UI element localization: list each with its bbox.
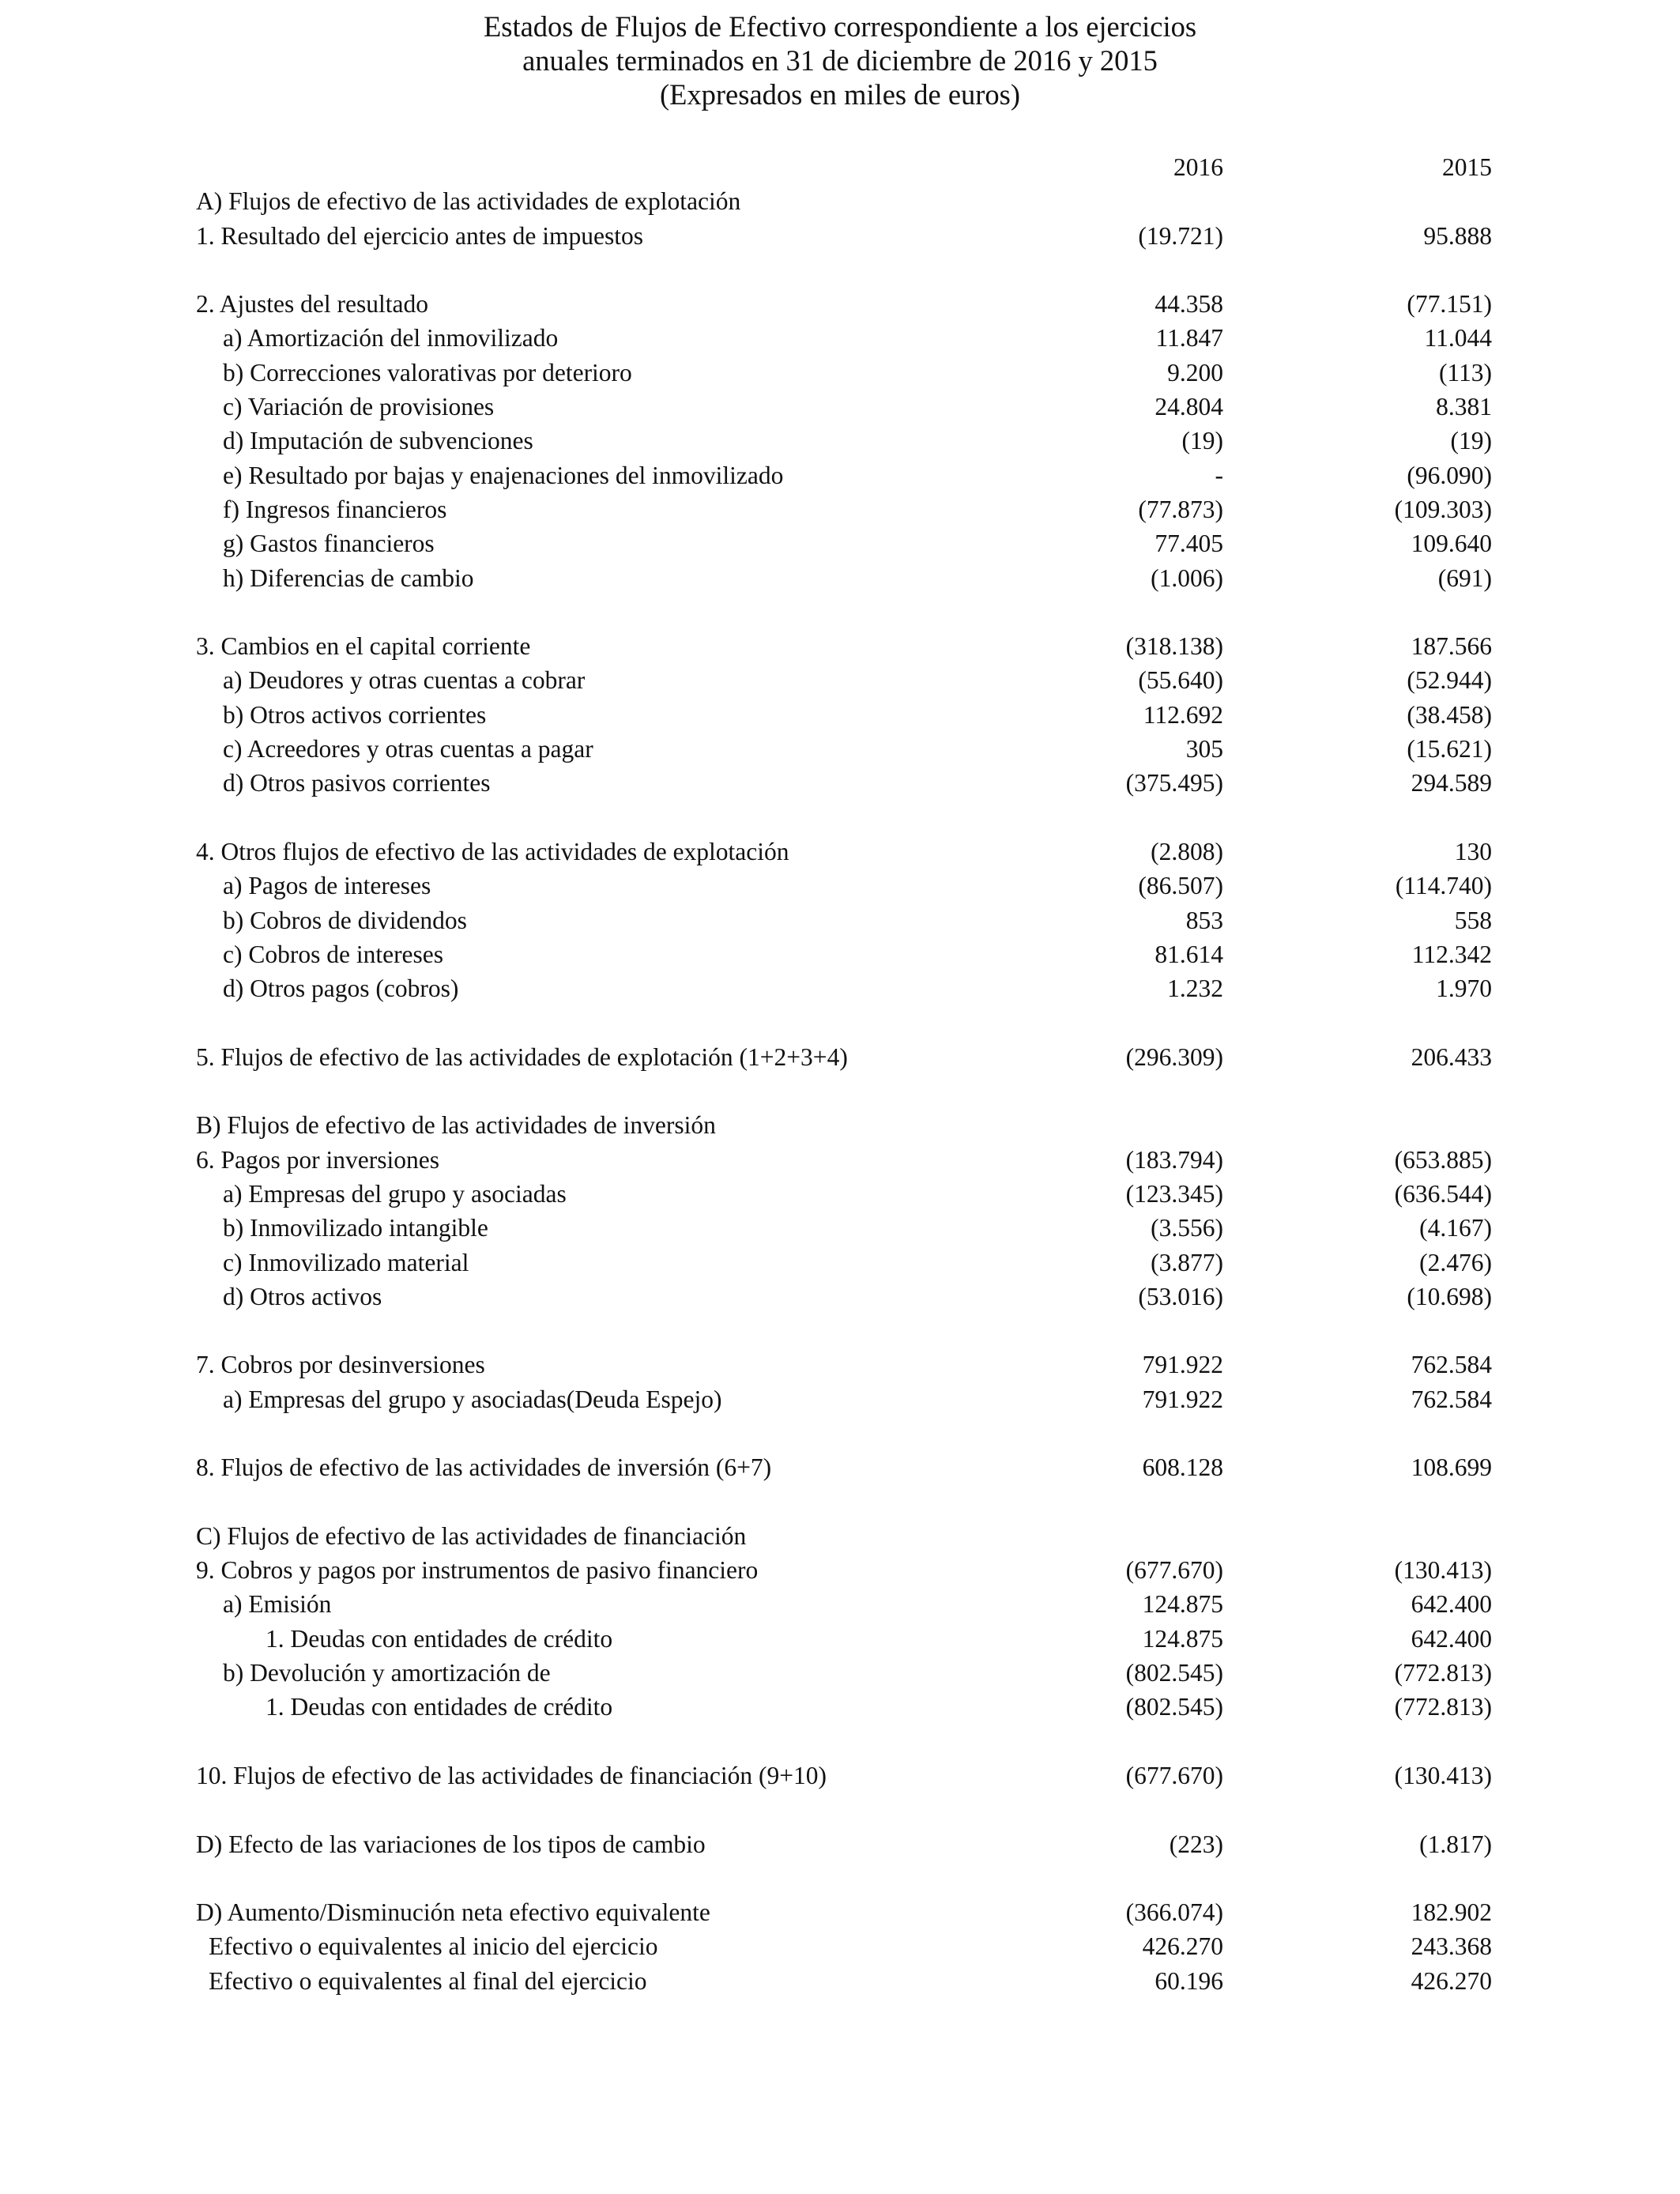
table-row [196,1690,1492,1724]
value-2016: 60.196 [1155,1966,1223,1995]
value-2015: (114.740) [1395,872,1492,900]
row-label: 7. Cobros por desinversiones [196,1351,485,1379]
row-label: 2. Ajustes del resultado [196,290,428,319]
column-header-2016: 2016 [1173,153,1223,181]
table-row [196,526,1492,560]
table-row [196,1211,1492,1245]
table-row [196,1382,1492,1416]
row-label: C) Flujos de efectivo de las actividades de financiación [196,1521,747,1550]
row-label: a) Empresas del grupo y asociadas(Deuda Espejo) [223,1385,722,1413]
statement-header [0,9,1680,111]
value-2016: 426.270 [1142,1932,1223,1961]
value-2015: (52.944) [1407,666,1492,695]
value-2016: (55.640) [1138,666,1223,695]
value-2015: (1.817) [1419,1830,1492,1858]
table-row [196,766,1492,800]
value-2015: 182.902 [1411,1898,1492,1927]
value-2016: (375.495) [1125,769,1223,797]
value-2015: (4.167) [1419,1214,1492,1242]
row-label: c) Variación de provisiones [223,393,495,421]
value-2016: 791.922 [1142,1385,1223,1413]
row-label: d) Otros pasivos corrientes [223,769,491,797]
value-2015: 95.888 [1423,221,1492,250]
value-2016: 9.200 [1167,358,1223,386]
row-label: c) Cobros de intereses [223,940,444,968]
table-row [196,561,1492,595]
row-label: 4. Otros flujos de efectivo de las actividades de explotación [196,837,789,865]
spacer-row [196,1861,1492,1895]
row-label: c) Acreedores y otras cuentas a pagar [223,735,593,763]
value-2015: (636.544) [1394,1179,1492,1208]
row-label: 5. Flujos de efectivo de las actividades de explotación (1+2+3+4) [196,1042,848,1071]
value-2015: (38.458) [1407,700,1492,729]
table-row [196,937,1492,971]
value-2015: 558 [1454,906,1492,934]
value-2016: 124.875 [1142,1624,1223,1653]
value-2016: (1.006) [1151,564,1223,592]
table-row [196,1450,1492,1484]
spacer-row [196,595,1492,629]
row-label: e) Resultado por bajas y enajenaciones del inmovilizado [223,461,784,489]
value-2016: (3.556) [1151,1214,1223,1242]
column-header-row [196,150,1492,184]
value-2015: (653.885) [1394,1145,1492,1174]
spacer-row [196,1793,1492,1826]
table-row [196,732,1492,766]
table-row [196,184,1492,218]
value-2016: (183.794) [1125,1145,1223,1174]
row-label: d) Otros activos [223,1282,382,1310]
row-label: a) Emisión [223,1590,332,1619]
value-2016: 24.804 [1155,393,1223,421]
table-row [196,390,1492,424]
row-label: D) Aumento/Disminución neta efectivo equivalente [196,1898,710,1927]
value-2015: (130.413) [1394,1556,1492,1585]
spacer-row [196,801,1492,835]
value-2016: 305 [1185,735,1223,763]
value-2015: 642.400 [1411,1624,1492,1653]
value-2016: 44.358 [1155,290,1223,319]
value-2016: 77.405 [1155,530,1223,558]
table-row [196,1143,1492,1177]
value-2015: (96.090) [1407,461,1492,489]
row-label: 8. Flujos de efectivo de las actividades de inversión (6+7) [196,1453,772,1482]
value-2016: (53.016) [1138,1282,1223,1310]
table-row [196,424,1492,458]
row-label: a) Deudores y otras cuentas a cobrar [223,666,586,695]
value-2015: (113) [1438,358,1492,386]
value-2016: (19) [1181,427,1223,455]
row-label: b) Otros activos corrientes [223,700,487,729]
table-row [196,1759,1492,1793]
table-row [196,1895,1492,1929]
table-row [196,1587,1492,1621]
value-2016: 112.692 [1143,700,1223,729]
spacer-row [196,1005,1492,1039]
row-label: 1. Resultado del ejercicio antes de impuestos [196,221,643,250]
row-label: 10. Flujos de efectivo de las actividades de financiación (9+10) [196,1761,827,1789]
value-2016: (802.545) [1125,1693,1223,1721]
value-2015: 11.044 [1424,324,1492,352]
row-label: 1. Deudas con entidades de crédito [266,1693,613,1721]
spacer-row [196,1314,1492,1348]
row-label: A) Flujos de efectivo de las actividades de explotación [196,187,741,216]
table-row [196,629,1492,663]
row-label: B) Flujos de efectivo de las actividades de inversión [196,1111,716,1140]
value-2015: 243.368 [1411,1932,1492,1961]
value-2016: 608.128 [1142,1453,1223,1482]
value-2015: (772.813) [1394,1659,1492,1687]
spacer-row [196,1416,1492,1450]
table-row [196,835,1492,869]
row-label: b) Correcciones valorativas por deterioro [223,358,632,386]
statement-title: Estados de Flujos de Efectivo correspondiente a los ejercicios [483,10,1197,43]
table-row [196,219,1492,253]
table-row [196,1108,1492,1142]
value-2015: (2.476) [1419,1248,1492,1276]
value-2016: 791.922 [1142,1351,1223,1379]
value-2015: 762.584 [1411,1351,1492,1379]
table-row [196,321,1492,355]
row-label: a) Pagos de intereses [223,872,431,900]
value-2016: 81.614 [1155,940,1223,968]
table-row [196,1929,1492,1963]
table-row [196,1827,1492,1861]
row-label: h) Diferencias de cambio [223,564,474,592]
value-2016: 1.232 [1167,974,1223,1003]
value-2015: 642.400 [1411,1590,1492,1619]
value-2015: 109.640 [1411,530,1492,558]
value-2015: 762.584 [1411,1385,1492,1413]
statement-period: anuales terminados en 31 de diciembre de 2016 y 2015 [522,44,1158,77]
row-label: a) Empresas del grupo y asociadas [223,1179,567,1208]
row-label: b) Devolución y amortización de [223,1659,551,1687]
value-2016: 124.875 [1142,1590,1223,1619]
value-2015: 294.589 [1411,769,1492,797]
value-2016: (802.545) [1125,1659,1223,1687]
value-2016: (296.309) [1125,1042,1223,1071]
row-label: g) Gastos financieros [223,530,435,558]
statement-units: (Expresados en miles de euros) [659,78,1021,111]
table-row [196,1553,1492,1587]
value-2015: (130.413) [1394,1761,1492,1789]
value-2016: (123.345) [1125,1179,1223,1208]
table-row [196,1040,1492,1074]
value-2016: 11.847 [1155,324,1223,352]
value-2015: (109.303) [1394,495,1492,523]
row-label: b) Cobros de dividendos [223,906,467,934]
value-2015: 108.699 [1411,1453,1492,1482]
value-2015: (15.621) [1407,735,1492,763]
row-label: 6. Pagos por inversiones [196,1145,439,1174]
table-row [196,698,1492,732]
table-row [196,356,1492,390]
row-label: a) Amortización del inmovilizado [223,324,559,352]
value-2016: 853 [1185,906,1223,934]
table-row [196,1519,1492,1553]
value-2016: (318.138) [1125,632,1223,661]
value-2016: (677.670) [1125,1761,1223,1789]
table-row [196,971,1492,1005]
row-label: b) Inmovilizado intangible [223,1214,488,1242]
value-2016: (366.074) [1125,1898,1223,1927]
table-row [196,492,1492,526]
row-label: c) Inmovilizado material [223,1248,469,1276]
value-2016: (223) [1169,1830,1223,1858]
value-2015: (691) [1437,564,1492,592]
row-label: Efectivo o equivalentes al final del ejercicio [209,1966,647,1995]
row-label: 3. Cambios en el capital corriente [196,632,531,661]
value-2015: 187.566 [1411,632,1492,661]
table-row [196,1622,1492,1656]
row-label: Efectivo o equivalentes al inicio del ejercicio [209,1932,658,1961]
spacer-row [196,1725,1492,1759]
table-row [196,1656,1492,1690]
value-2015: (772.813) [1394,1693,1492,1721]
table-row [196,903,1492,937]
value-2015: 112.342 [1411,940,1492,968]
value-2015: (19) [1450,427,1492,455]
value-2015: (77.151) [1407,290,1492,319]
table-row [196,1280,1492,1314]
table-row [196,663,1492,697]
value-2015: 130 [1454,837,1492,865]
row-label: 9. Cobros y pagos por instrumentos de pasivo financiero [196,1556,759,1585]
row-label: 1. Deudas con entidades de crédito [266,1624,613,1653]
value-2015: 206.433 [1411,1042,1492,1071]
table-row [196,287,1492,321]
value-2015: 426.270 [1411,1966,1492,1995]
value-2016: (86.507) [1138,872,1223,900]
spacer-row [196,1074,1492,1108]
row-label: d) Otros pagos (cobros) [223,974,459,1003]
table-row [196,1964,1492,1998]
value-2016: (19.721) [1138,221,1223,250]
value-2015: 8.381 [1436,393,1492,421]
row-label: d) Imputación de subvenciones [223,427,533,455]
value-2016: (3.877) [1151,1248,1223,1276]
table-row [196,1177,1492,1211]
value-2016: (677.670) [1125,1556,1223,1585]
table-row [196,1348,1492,1382]
table-row [196,869,1492,903]
value-2015: (10.698) [1407,1282,1492,1310]
table-row [196,458,1492,492]
spacer-row [196,1485,1492,1519]
value-2016: (77.873) [1138,495,1223,523]
row-label: f) Ingresos financieros [223,495,447,523]
spacer-row [196,253,1492,287]
value-2016: - [1215,461,1223,489]
table-row [196,1246,1492,1280]
column-header-2015: 2015 [1442,153,1492,181]
cash-flow-table [196,150,1492,1998]
value-2016: (2.808) [1151,837,1223,865]
row-label: D) Efecto de las variaciones de los tipos de cambio [196,1830,706,1858]
value-2015: 1.970 [1436,974,1492,1003]
